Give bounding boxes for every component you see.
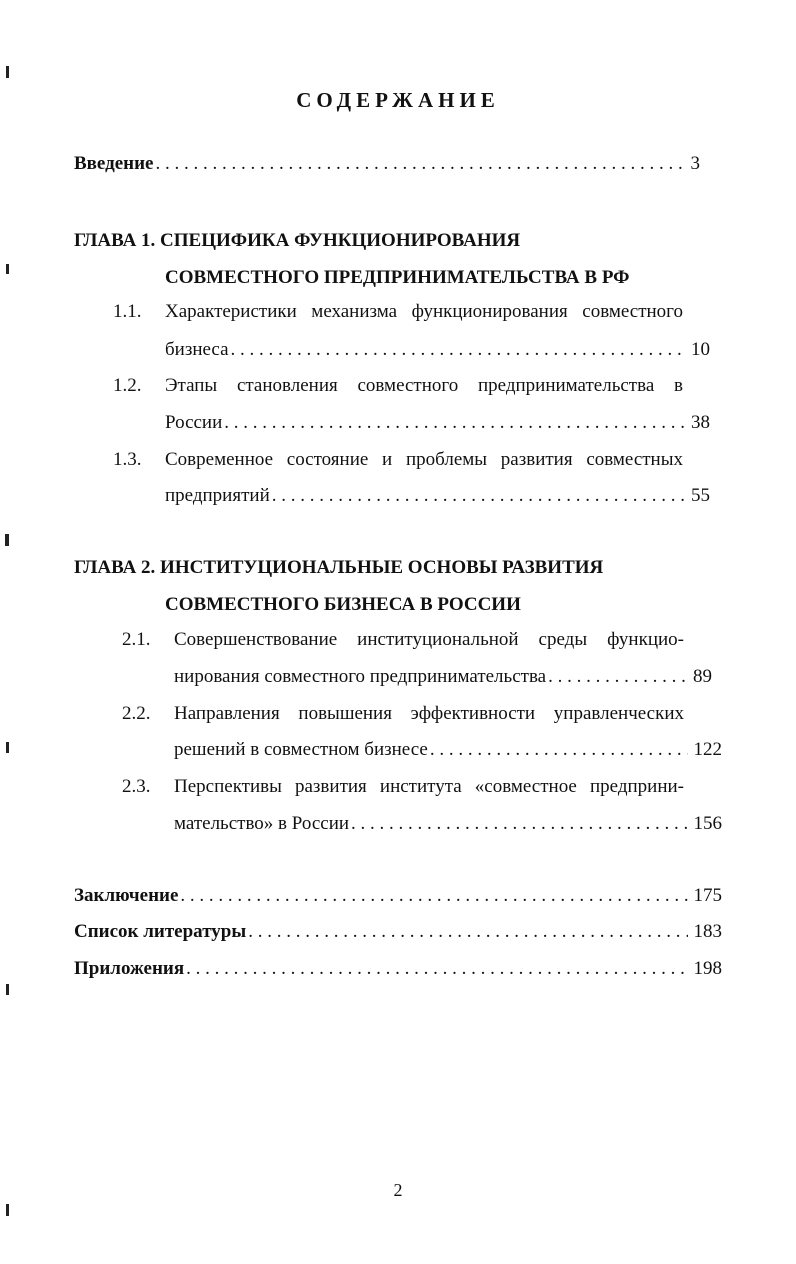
- toc-entry-conclusion[interactable]: [74, 884, 722, 908]
- section-title-line1: Современное состояние и проблемы развития совместных: [165, 449, 683, 470]
- section-title-line1: Совершенствование институциональной среды функцио-: [174, 629, 684, 650]
- toc-entry-page: 10: [691, 339, 710, 360]
- toc-entry-references[interactable]: [74, 920, 722, 944]
- section-number: 2.1.: [122, 629, 151, 650]
- section-title-line1: Перспективы развития института «совместное предприни-: [174, 776, 684, 797]
- section-number: 1.1.: [113, 301, 142, 322]
- page-number: 2: [393, 1180, 403, 1200]
- toc-entry-2-3[interactable]: [174, 812, 722, 836]
- toc-entry-label: России: [165, 412, 223, 433]
- toc-entry-2-1[interactable]: [174, 665, 712, 689]
- toc-leader-dots: [272, 484, 685, 508]
- toc-entry-1-3[interactable]: [165, 484, 710, 508]
- toc-entry-intro[interactable]: [74, 152, 700, 176]
- toc-leader-dots: [351, 812, 687, 836]
- toc-entry-label: нирования совместного предпринимательства: [174, 666, 547, 687]
- chapter-1-heading-line2: СОВМЕСТНОГО ПРЕДПРИНИМАТЕЛЬСТВА В РФ: [165, 267, 630, 288]
- section-number: 1.3.: [113, 449, 142, 470]
- section-title-line1: Направления повышения эффективности управленческих: [174, 703, 684, 724]
- scan-mark: [6, 742, 9, 753]
- toc-leader-dots: [156, 152, 685, 176]
- chapter-2-heading-line1: ГЛАВА 2. ИНСТИТУЦИОНАЛЬНЫЕ ОСНОВЫ РАЗВИТИЯ: [74, 557, 604, 578]
- toc-entry-label: предприятий: [165, 485, 270, 506]
- toc-entry-page: 122: [693, 739, 722, 760]
- toc-entry-page: 3: [690, 153, 700, 174]
- scan-mark: [6, 984, 9, 995]
- toc-leader-dots: [248, 920, 687, 944]
- section-title-line1: Этапы становления совместного предпринимательства в: [165, 375, 683, 396]
- section-number: 1.2.: [113, 375, 142, 396]
- scan-mark: [6, 264, 9, 274]
- toc-entry-page: 55: [691, 485, 710, 506]
- toc-entry-page: 198: [693, 958, 722, 979]
- toc-leader-dots: [224, 411, 685, 435]
- toc-entry-1-1[interactable]: [165, 338, 710, 362]
- toc-entry-2-2[interactable]: [174, 738, 722, 762]
- toc-entry-page: 156: [693, 813, 722, 834]
- page-title: СОДЕРЖАНИЕ: [296, 88, 500, 112]
- scan-mark: [5, 534, 9, 546]
- toc-entry-label: решений в совместном бизнесе: [174, 739, 428, 760]
- toc-entry-label: мательство» в России: [174, 813, 350, 834]
- toc-entry-page: 89: [693, 666, 712, 687]
- toc-entry-label: Заключение: [74, 885, 179, 906]
- toc-entry-page: 175: [693, 885, 722, 906]
- toc-leader-dots: [548, 665, 687, 689]
- toc-entry-appendices[interactable]: [74, 957, 722, 981]
- toc-leader-dots: [186, 957, 687, 981]
- section-title-line1: Характеристики механизма функционирования совместного: [165, 301, 683, 322]
- toc-entry-1-2[interactable]: [165, 411, 710, 435]
- scan-mark: [6, 66, 9, 78]
- toc-entry-label: Приложения: [74, 958, 185, 979]
- chapter-1-heading-line1: ГЛАВА 1. СПЕЦИФИКА ФУНКЦИОНИРОВАНИЯ: [74, 230, 521, 251]
- scan-mark: [6, 1204, 9, 1216]
- toc-leader-dots: [430, 738, 688, 762]
- toc-leader-dots: [180, 884, 687, 908]
- toc-entry-label: бизнеса: [165, 339, 229, 360]
- toc-entry-page: 38: [691, 412, 710, 433]
- section-number: 2.3.: [122, 776, 151, 797]
- chapter-2-heading-line2: СОВМЕСТНОГО БИЗНЕСА В РОССИИ: [165, 594, 521, 615]
- toc-entry-label: Список литературы: [74, 921, 247, 942]
- section-number: 2.2.: [122, 703, 151, 724]
- toc-leader-dots: [231, 338, 685, 362]
- toc-entry-label: Введение: [74, 153, 154, 174]
- toc-entry-page: 183: [693, 921, 722, 942]
